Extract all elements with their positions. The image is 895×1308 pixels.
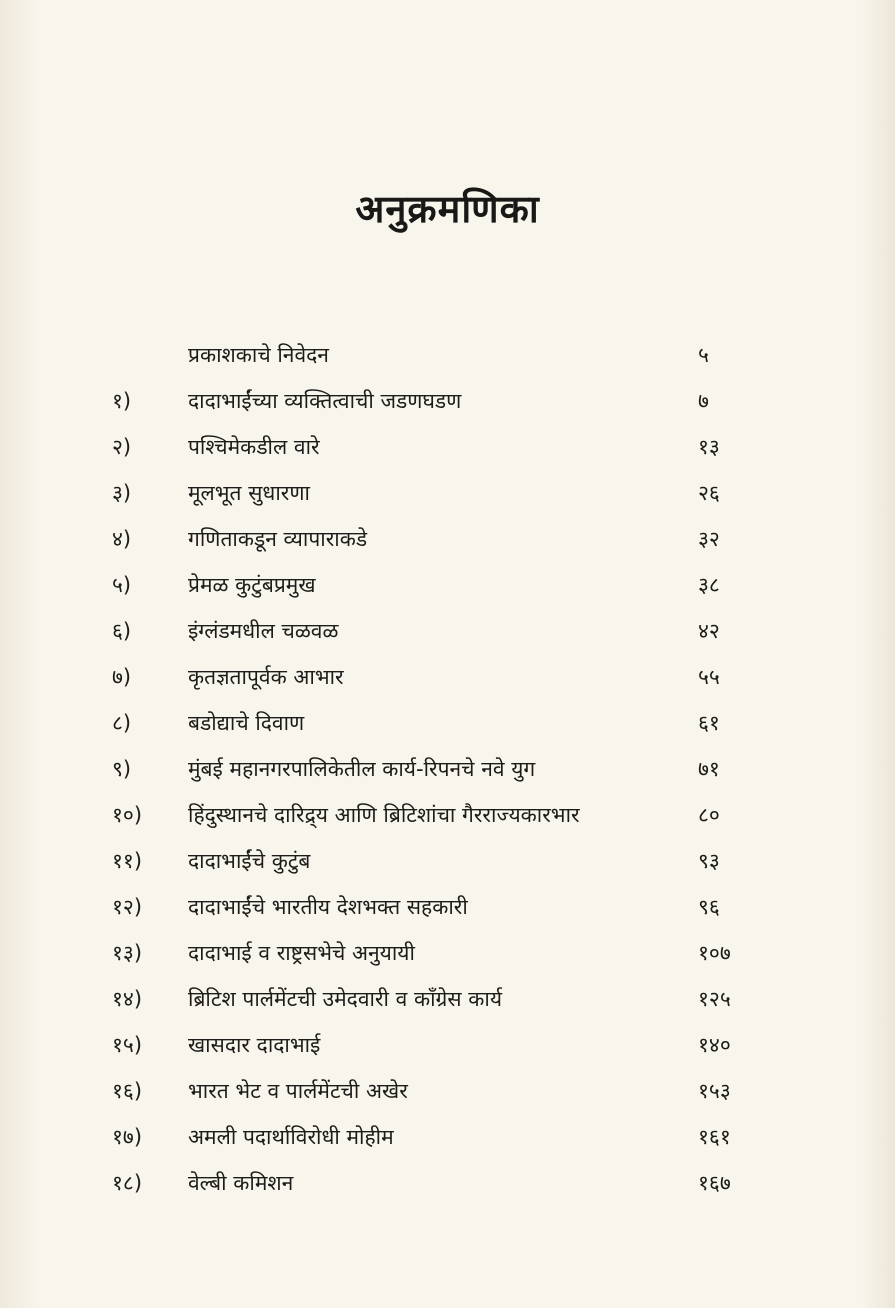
entry-title: बडोद्याचे दिवाण [188,711,305,735]
toc-entry [0,378,895,424]
entry-page-number: ५ [698,343,709,367]
entry-number: १०) [112,803,143,827]
toc-entry [0,562,895,608]
entry-number: १२) [112,895,143,919]
toc-entry [0,516,895,562]
entry-page-number: ७१ [698,757,720,781]
entry-number: १३) [112,941,143,965]
toc-entry [0,792,895,838]
entry-number: १) [112,389,132,413]
toc-entry [0,700,895,746]
entry-number: ११) [112,849,143,873]
entry-page-number: ८० [698,803,720,827]
entry-number: ८) [112,711,132,735]
page-title: अनुक्रमणिका [355,187,540,231]
toc-entry [0,332,895,378]
entry-number: ९) [112,757,132,781]
entry-number: १८) [112,1171,143,1195]
entry-number: १६) [112,1079,143,1103]
entry-title: दादाभाई व राष्ट्रसभेचे अनुयायी [188,941,415,965]
entry-title: दादाभाईंचे कुटुंब [188,849,311,873]
toc-entry [0,930,895,976]
entry-title: मुंबई महानगरपालिकेतील कार्य-रिपनचे नवे युग [188,757,536,781]
entry-number: ४) [112,527,132,551]
entry-page-number: ६१ [698,711,720,735]
toc-entry [0,654,895,700]
entry-number: ६) [112,619,132,643]
toc-entry [0,470,895,516]
entry-title: दादाभाईंच्या व्यक्तित्वाची जडणघडण [188,389,462,413]
entry-page-number: १६१ [698,1125,731,1149]
toc-entry [0,1114,895,1160]
entry-number: १५) [112,1033,143,1057]
entry-title: प्रेमळ कुटुंबप्रमुख [188,573,316,597]
entry-number: १४) [112,987,143,1011]
toc-entry [0,1160,895,1206]
entry-page-number: ४२ [698,619,720,643]
entry-title: कृतज्ञतापूर्वक आभार [188,665,344,689]
entry-number: १७) [112,1125,143,1149]
toc-entry [0,1068,895,1114]
entry-page-number: १२५ [698,987,731,1011]
entry-title: पश्चिमेकडील वारे [188,435,320,459]
entry-title: दादाभाईंचे भारतीय देशभक्त सहकारी [188,895,468,919]
entry-page-number: ७ [698,389,709,413]
entry-number: २) [112,435,132,459]
entry-title: खासदार दादाभाई [188,1033,321,1057]
entry-page-number: १०७ [698,941,731,965]
toc-entry [0,424,895,470]
entry-page-number: ९३ [698,849,720,873]
toc-entry [0,1022,895,1068]
entry-number: ७) [112,665,132,689]
toc-entry [0,746,895,792]
toc-entry [0,976,895,1022]
entry-page-number: १३ [698,435,720,459]
entry-title: प्रकाशकाचे निवेदन [188,343,329,367]
entry-page-number: ३८ [698,573,720,597]
entry-page-number: ५५ [698,665,720,689]
entry-page-number: १४० [698,1033,731,1057]
entry-title: इंग्लंडमधील चळवळ [188,619,339,643]
entry-title: गणिताकडून व्यापाराकडे [188,527,368,551]
entry-title: वेल्बी कमिशन [188,1171,294,1195]
entry-title: हिंदुस्थानचे दारिद्र्य आणि ब्रिटिशांचा गैरराज्यकारभार [188,803,580,827]
entry-number: ३) [112,481,132,505]
entry-page-number: १६७ [698,1171,731,1195]
entry-number: ५) [112,573,132,597]
entry-title: मूलभूत सुधारणा [188,481,310,505]
entry-title: अमली पदार्थाविरोधी मोहीम [188,1125,394,1149]
table-of-contents [0,332,895,1206]
toc-entry [0,884,895,930]
entry-page-number: २६ [698,481,720,505]
entry-page-number: ९६ [698,895,720,919]
entry-title: भारत भेट व पार्लमेंटची अखेर [188,1079,408,1103]
toc-entry [0,838,895,884]
toc-entry [0,608,895,654]
entry-title: ब्रिटिश पार्लमेंटची उमेदवारी व काँग्रेस कार्य [188,987,503,1011]
entry-page-number: ३२ [698,527,720,551]
entry-page-number: १५३ [698,1079,731,1103]
